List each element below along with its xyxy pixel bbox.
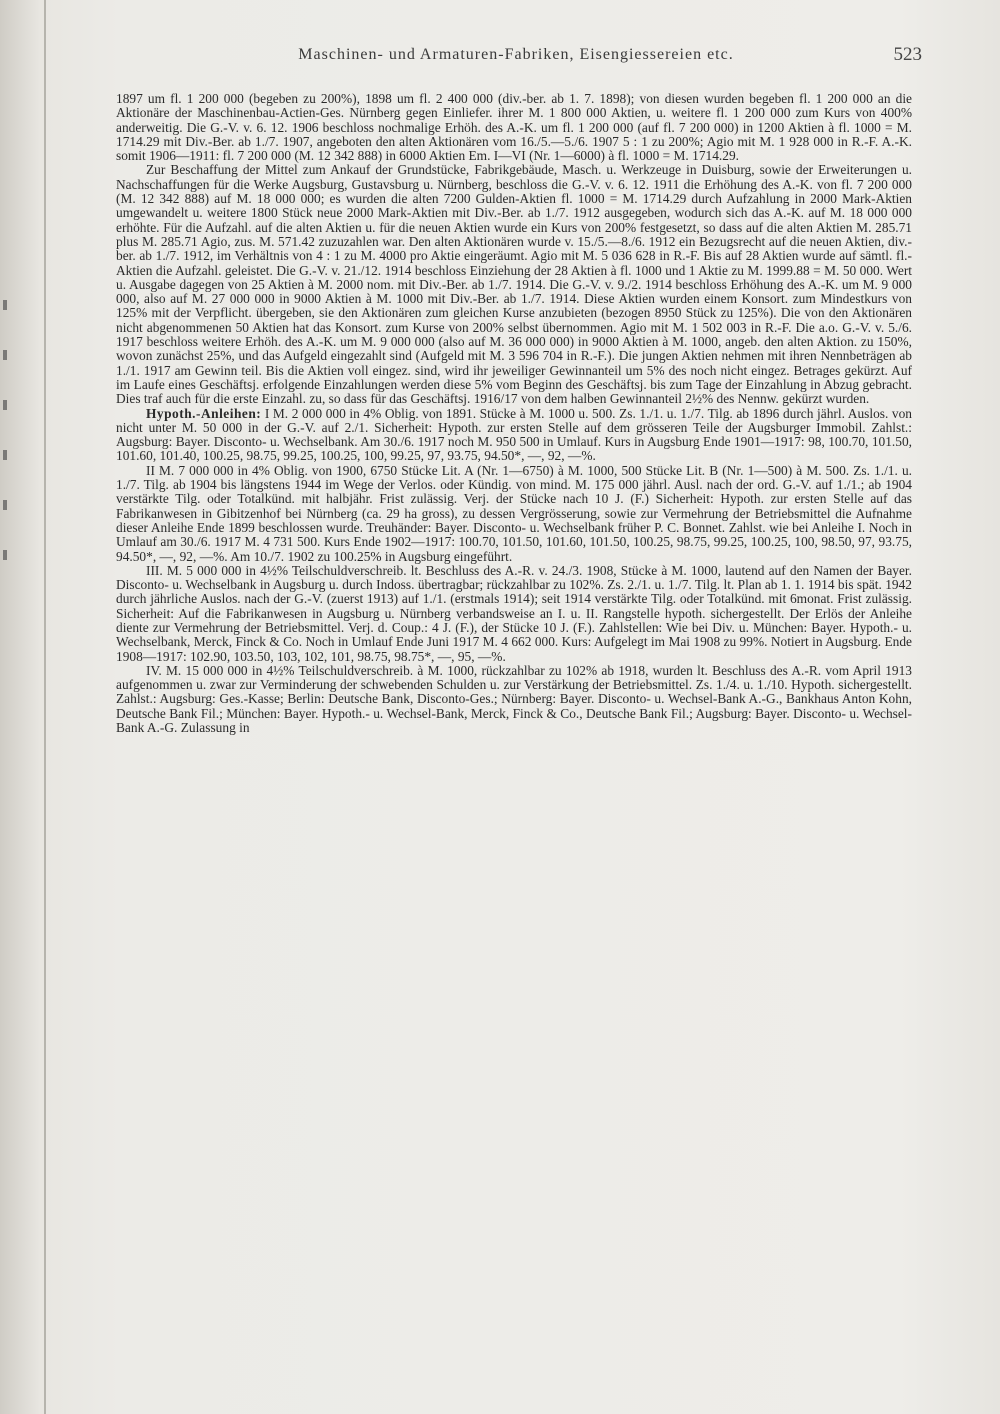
body-text <box>116 92 912 735</box>
paragraph: Zur Beschaffung der Mittel zum Ankauf der Grundstücke, Fabrikgebäude, Masch. u. Werkzeuge in Duisburg, sowie der Erweiterungen u. Nachschaffungen für die Werke Augsburg, Gustavsburg u. Nürnberg, beschloss die G.-V. v. 6. 12. 1911 die Erhöhung des A.-K. von fl. 7 200 000 (M. 12 342 888) auf M. 18 000 000; es wurden die alten 7200 Gulden-Aktien fl. 1000 = M. 1714.29 durch Aufzahlung in 2000 Mark-Aktien umgewandelt u. weitere 1800 Stück neue 2000 Mark-Aktien mit Div.-Ber. ab 1./7. 1912 ausgegeben, wodurch sich das A.-K. auf M. 18 000 000 erhöhte. Für die Aufzahl. auf die alten Aktien u. für die neuen Aktien wurde ein Kurs von 200% festgesetzt, so dass auf die alten Aktien M. 285.71 plus M. 285.71 Agio, zus. M. 571.42 zuzuzahlen war. Den alten Aktionären wurde v. 15./5.—8./6. 1912 ein Bezugsrecht auf die neuen Aktien, div.-ber. ab 1./7. 1912, im Verhältnis von 4 : 1 zu M. 4000 pro Aktie eingeräumt. Agio mit M. 5 036 628 in R.-F. Bis auf 28 Aktien wurde auf sämtl. fl.-Aktien die Aufzahl. geleistet. Die G.-V. v. 21./12. 1914 beschloss Einziehung der 28 Aktien à fl. 1000 und 1 Aktie zu M. 1999.88 = M. 50 000. Wert u. Ausgabe dagegen von 25 Aktien à M. 2000 nom. mit Div.-Ber. ab 1./7. 1914. Die G.-V. v. 9./2. 1914 beschloss Erhöhung des A.-K. um M. 9 000 000, also auf M. 27 000 000 in 9000 Aktien à M. 1000 mit Div.-Ber. ab 1./7. 1914. Diese Aktien wurden einem Konsort. zum Mindestkurs von 125% mit der Verpflicht. übergeben, sie den Aktionären zum gleichen Kurse anzubieten (bezogen 8950 Stück zu 125%). Die von den Aktionären nicht abgenommenen 50 Aktien hat das Konsort. zum Kurse von 200% selbst übernommen. Agio mit M. 1 502 003 in R.-F. Die a.o. G.-V. v. 5./6. 1917 beschloss weitere Erhöh. des A.-K. um M. 9 000 000 (also auf M. 36 000 000) in 9000 Aktien à M. 1000, angeb. den alten Aktion. zu 150%, wovon zunächst 25%, und das Aufgeld eingezahlt sind (Aufgeld mit M. 3 596 704 in R.-F.). Die jungen Aktien nehmen mit ihren Nennbeträgen ab 1./1. 1917 am Gewinn teil. Bis die Aktien voll eingez. sind, wird ihr jeweiliger Gewinnanteil um 5% des noch nicht eingez. Betrages gekürzt. Auf im Laufe eines Geschäftsj. erfolgende Einzahlungen werden diese 5% vom Beginn des Geschäftsj. bis zum Tage der Einzahlung in Abzug gebracht. Dies traf auch für die erste Einzahl. zu, so dass für das Geschäftsj. 1916/17 von dem halben Gewinnanteil 2½% des Nennw. gekürzt wurden. <box>116 162 912 407</box>
page-header <box>110 46 922 74</box>
page-number: 523 <box>893 44 922 65</box>
paragraph-hypoth-anleihen: Hypoth.-Anleihen: I M. 2 000 000 in 4% Oblig. von 1891. Stücke à M. 1000 u. 500. Zs. 1./1. u. 1./7. Tilg. ab 1896 durch jährl. Auslos. von nicht unter M. 50 000 in der G.-V. auf 2./1. Sicherheit: Hypoth. zur ersten Stelle auf dem grösseren Teile der Augsburger Immobil. Zahlst.: Augsburg: Bayer. Disconto- u. Wechselbank. Am 30./6. 1917 noch M. 950 500 in Umlauf. Kurs in Augsburg Ende 1901—1917: 98, 100.70, 101.50, 101.60, 101.40, 100.25, 98.75, 99.25, 100.25, 100, 99.25, 97, 93.75, 94.50*, —, 92, —%. <box>116 405 912 464</box>
paragraph: III. M. 5 000 000 in 4½% Teilschuldverschreib. lt. Beschluss des A.-R. v. 24./3. 1908, Stücke à M. 1000, lautend auf den Namen der Bayer. Disconto- u. Wechselbank in Augsburg u. durch Indoss. übertragbar; rückzahlbar zu 102%. Zs. 2./1. u. 1./7. Tilg. lt. Plan ab 1. 1. 1914 bis spät. 1942 durch jährliche Auslos. nach der G.-V. (zuerst 1913) auf 1./1. (erstmals 1914); seit 1914 verstärkte Tilg. oder Totalkünd. mit 6monat. Frist zulässig. Sicherheit: Auf die Fabrikanwesen in Augsburg u. Nürnberg verbandsweise an I. u. II. Rangstelle hypoth. sichergestellt. Der Erlös der Anleihe diente zur Vermehrung der Betriebsmittel. Verj. d. Coup.: 4 J. (F.), der Stücke 10 J. (F.). Zahlstellen: Wie bei Div. u. München: Bayer. Hypoth.- u. Wechselbank, Merck, Finck & Co. Noch in Umlauf Ende Juni 1917 M. 4 662 000. Kurs: Aufgelegt im Mai 1908 zu 99%. Notiert in Augsburg. Ende 1908—1917: 102.90, 103.50, 103, 102, 101, 98.75, 98.75*, —, 95, —%. <box>116 562 912 664</box>
paragraph: II M. 7 000 000 in 4% Oblig. von 1900, 6750 Stücke Lit. A (Nr. 1—6750) à M. 1000, 500 Stücke Lit. B (Nr. 1—500) à M. 500. Zs. 1./1. u. 1./7. Tilg. ab 1904 bis längstens 1944 im Wege der Verlos. oder Kündig. von mind. M. 175 000 jährl. Ausl. nach der ord. G.-V. auf 1./1.; ab 1904 verstärkte Tilg. oder Totalkünd. mit halbjähr. Frist zulässig. Verj. der Stücke nach 10 J. (F.) Sicherheit: Hypoth. zur ersten Stelle auf das Fabrikanwesen in Gibitzenhof bei Nürnberg (ca. 29 ha gross), zu dessen Vergrösserung, sowie zur Vermehrung der Betriebsmittel die Aufnahme dieser Anleihe Ende 1899 beschlossen wurde. Treuhänder: Bayer. Disconto- u. Wechselbank früher P. C. Bonnet. Zahlst. wie bei Anleihe I. Noch in Umlauf am 30./6. 1917 M. 4 731 500. Kurs Ende 1902—1917: 100.70, 101.50, 101.60, 101.50, 100.25, 98.75, 99.25, 100.25, 100, 98.50, 97, 93.75, 94.50*, —, 92, —%. Am 10./7. 1902 zu 100.25% in Augsburg eingeführt. <box>116 462 912 564</box>
paragraph: IV. M. 15 000 000 in 4½% Teilschuldverschreib. à M. 1000, rückzahlbar zu 102% ab 1918, wurden lt. Beschluss des A.-R. vom April 1913 aufgenommen u. zwar zur Verminderung der schwebenden Schulden u. zur Verstärkung der Betriebsmittel. Zs. 1./4. u. 1./10. Hypoth. sichergestellt. Zahlst.: Augsburg: Ges.-Kasse; Berlin: Deutsche Bank, Disconto-Ges.; Nürnberg: Bayer. Disconto- u. Wechsel-Bank A.-G., Bankhaus Anton Kohn, Deutsche Bank Fil.; München: Bayer. Hypoth.- u. Wechsel-Bank, Merck, Finck & Co., Deutsche Bank Fil.; Augsburg: Bayer. Disconto- u. Wechsel-Bank A.-G. Zulassung in <box>116 662 912 736</box>
margin-marks <box>0 300 14 620</box>
binding-gutter <box>44 0 46 1414</box>
section-label: Hypoth.-Anleihen: <box>146 405 262 421</box>
paragraph: 1897 um fl. 1 200 000 (begeben zu 200%), 1898 um fl. 2 400 000 (div.-ber. ab 1. 7. 1898); von diesen wurden begeben fl. 1 200 000 an die Aktionäre der Maschinenbau-Actien-Ges. Nürnberg gegen Einliefer. ihrer M. 1 800 000 Aktien, u. weitere fl. 1 200 000 zum Kurs von 400% anderweitig. Die G.-V. v. 6. 12. 1906 beschloss nochmalige Erhöh. des A.-K. um fl. 1 200 000 (auf fl. 7 200 000) in 1200 Aktien à fl. 1000 = M. 1714.29 mit Div.-Ber. ab 1./7. 1907, angeboten den alten Aktionären vom 16./5.—5./6. 1907 5 : 1 zu 200%; Agio mit M. 1 928 000 in R.-F. A.-K. somit 1906—1911: fl. 7 200 000 (M. 12 342 888) in 6000 Aktien Em. I—VI (Nr. 1—6000) à fl. 1000 = M. 1714.29. <box>116 91 912 164</box>
running-title: Maschinen- und Armaturen-Fabriken, Eisengiessereien etc. <box>298 46 734 63</box>
